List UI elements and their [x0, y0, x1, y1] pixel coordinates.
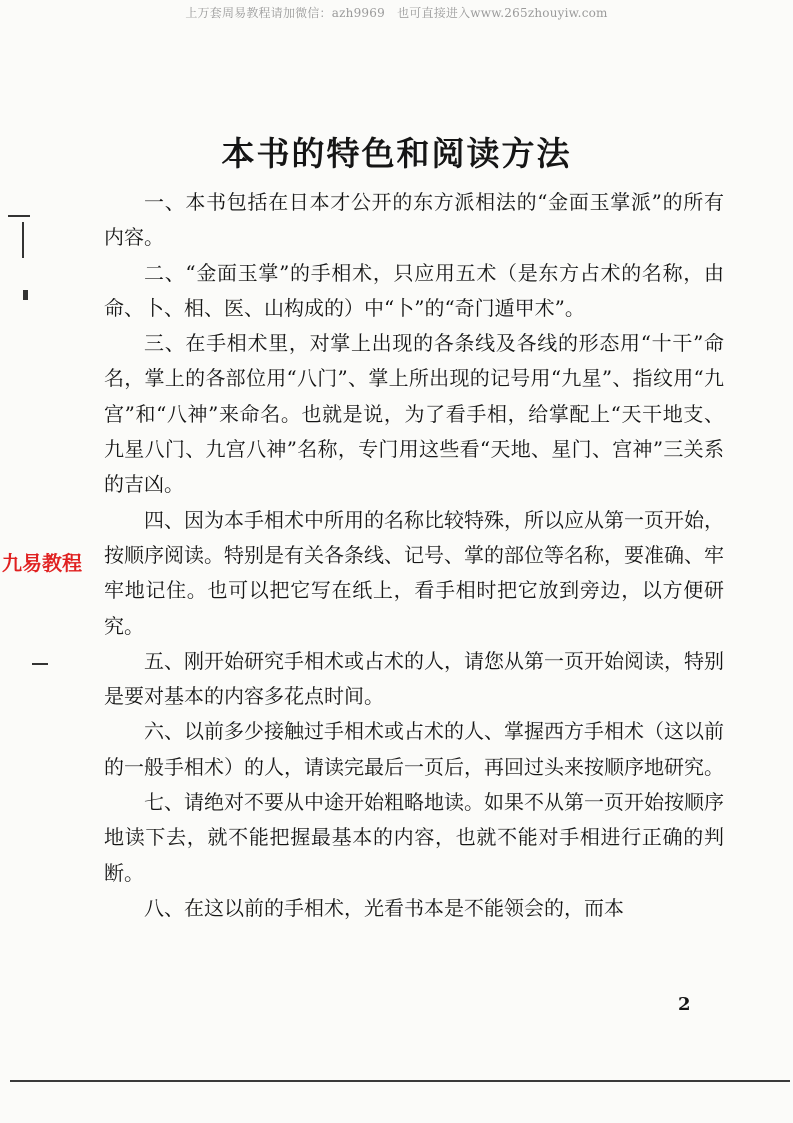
scan-mark	[23, 290, 28, 300]
page-number: 2	[678, 994, 691, 1015]
paragraph-1: 一、本书包括在日本才公开的东方派相法的“金面玉掌派”的所有内容。	[104, 190, 724, 250]
paragraph-8: 八、在这以前的手相术，光看书本是不能领会的，而本	[144, 895, 624, 920]
page-bottom-rule	[10, 1080, 790, 1082]
paragraph-4: 四、因为本手相术中所用的名称比较特殊，所以应从第一页开始，按顺序阅读。特别是有关各条线、记号、掌的部位等名称，要准确、牢牢地记住。也可以把它写在纸上，看手相时把它放到旁边，以方便研究。	[104, 507, 724, 638]
page-title: 本书的特色和阅读方法	[221, 134, 572, 173]
side-watermark: 九易教程	[2, 551, 82, 575]
header-watermark: 上万套周易教程请加微信：azh9969 也可直接进入www.265zhouyiw.com	[185, 6, 608, 20]
scan-mark	[8, 215, 30, 217]
scan-mark	[32, 663, 48, 665]
scan-mark	[22, 222, 24, 258]
paragraph-6: 六、以前多少接触过手相术或占术的人、掌握西方手相术（这以前的一般手相术）的人，请读完最后一页后，再回过头来按顺序地研究。	[104, 719, 724, 779]
body-text	[104, 185, 724, 926]
paragraph-3: 三、在手相术里，对掌上出现的各条线及各线的形态用“十干”命名，掌上的各部位用“八门”、掌上所出现的记号用“九星”、指纹用“九宫”和“八神”来命名。也就是说，为了看手相，给掌配上“天干地支、九星八门、九宫八神”名称，专门用这些看“天地、星门、宫神”三关系的吉凶。	[104, 331, 724, 497]
paragraph-7: 七、请绝对不要从中途开始粗略地读。如果不从第一页开始按顺序地读下去，就不能把握最基本的内容，也就不能对手相进行正确的判断。	[104, 790, 724, 885]
paragraph-2: 二、“金面玉掌”的手相术，只应用五术（是东方占术的名称，由命、卜、相、医、山构成的）中“卜”的“奇门遁甲术”。	[104, 260, 724, 320]
paragraph-5: 五、刚开始研究手相术或占术的人，请您从第一页开始阅读，特别是要对基本的内容多花点时间。	[104, 648, 724, 709]
